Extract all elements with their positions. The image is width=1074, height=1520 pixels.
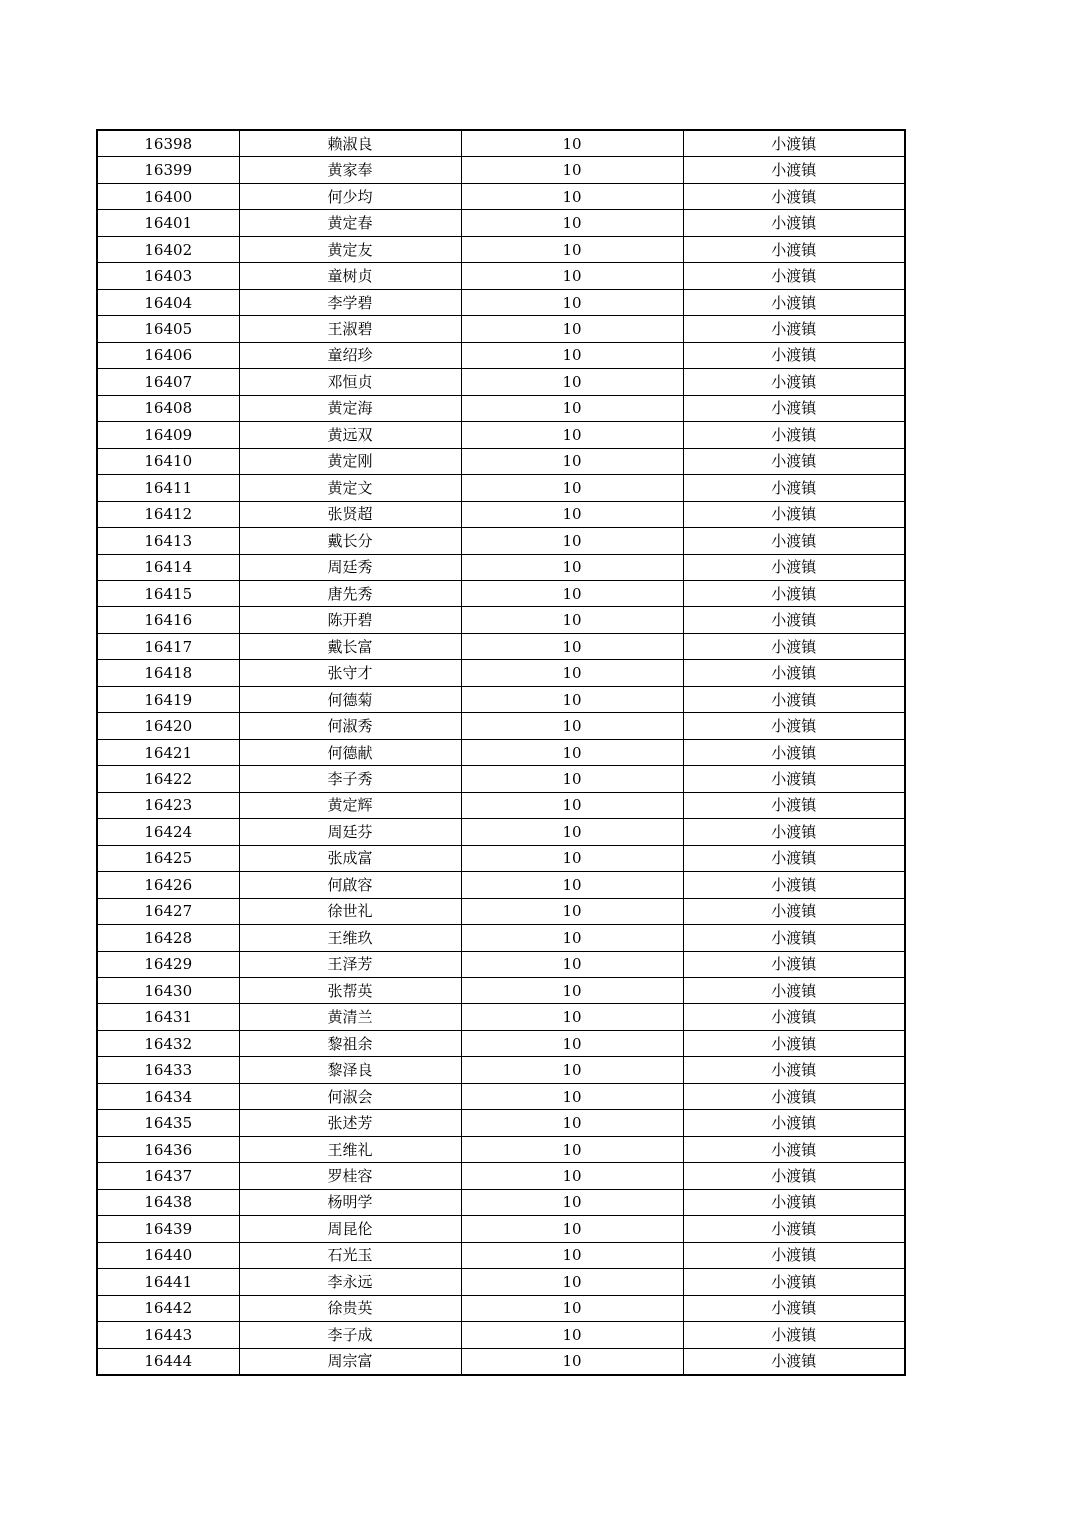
row-number-cell: 16423 bbox=[97, 792, 239, 818]
name-cell: 杨明学 bbox=[239, 1189, 461, 1215]
name-cell: 张成富 bbox=[239, 845, 461, 871]
table-row bbox=[97, 925, 905, 951]
amount-cell: 10 bbox=[461, 951, 683, 977]
amount-cell: 10 bbox=[461, 1136, 683, 1162]
table-row bbox=[97, 130, 905, 157]
row-number-cell: 16424 bbox=[97, 819, 239, 845]
town-cell: 小渡镇 bbox=[683, 157, 905, 183]
row-number-cell: 16440 bbox=[97, 1242, 239, 1268]
amount-cell: 10 bbox=[461, 1322, 683, 1348]
name-cell: 徐贵英 bbox=[239, 1295, 461, 1321]
name-cell: 童绍珍 bbox=[239, 342, 461, 368]
name-cell: 黄定春 bbox=[239, 210, 461, 236]
name-cell: 黄定辉 bbox=[239, 792, 461, 818]
table-row bbox=[97, 183, 905, 209]
table-row bbox=[97, 1030, 905, 1056]
row-number-cell: 16402 bbox=[97, 236, 239, 262]
table-row bbox=[97, 713, 905, 739]
name-cell: 黄远双 bbox=[239, 422, 461, 448]
row-number-cell: 16427 bbox=[97, 898, 239, 924]
table-row bbox=[97, 819, 905, 845]
town-cell: 小渡镇 bbox=[683, 475, 905, 501]
town-cell: 小渡镇 bbox=[683, 342, 905, 368]
town-cell: 小渡镇 bbox=[683, 898, 905, 924]
amount-cell: 10 bbox=[461, 1348, 683, 1375]
row-number-cell: 16411 bbox=[97, 475, 239, 501]
amount-cell: 10 bbox=[461, 157, 683, 183]
name-cell: 周廷秀 bbox=[239, 554, 461, 580]
table-row bbox=[97, 528, 905, 554]
table-row bbox=[97, 607, 905, 633]
town-cell: 小渡镇 bbox=[683, 1322, 905, 1348]
town-cell: 小渡镇 bbox=[683, 1269, 905, 1295]
name-cell: 李子成 bbox=[239, 1322, 461, 1348]
row-number-cell: 16426 bbox=[97, 872, 239, 898]
amount-cell: 10 bbox=[461, 1216, 683, 1242]
row-number-cell: 16425 bbox=[97, 845, 239, 871]
name-cell: 童树贞 bbox=[239, 263, 461, 289]
amount-cell: 10 bbox=[461, 475, 683, 501]
table-row bbox=[97, 766, 905, 792]
table-row bbox=[97, 739, 905, 765]
name-cell: 石光玉 bbox=[239, 1242, 461, 1268]
table-row bbox=[97, 660, 905, 686]
town-cell: 小渡镇 bbox=[683, 369, 905, 395]
table-row bbox=[97, 210, 905, 236]
amount-cell: 10 bbox=[461, 528, 683, 554]
table-body bbox=[97, 130, 905, 1375]
name-cell: 何德献 bbox=[239, 739, 461, 765]
row-number-cell: 16406 bbox=[97, 342, 239, 368]
town-cell: 小渡镇 bbox=[683, 686, 905, 712]
name-cell: 王泽芳 bbox=[239, 951, 461, 977]
table-row bbox=[97, 1216, 905, 1242]
name-cell: 王淑碧 bbox=[239, 316, 461, 342]
row-number-cell: 16415 bbox=[97, 580, 239, 606]
table-row bbox=[97, 633, 905, 659]
amount-cell: 10 bbox=[461, 395, 683, 421]
amount-cell: 10 bbox=[461, 1083, 683, 1109]
name-cell: 陈开碧 bbox=[239, 607, 461, 633]
name-cell: 张述芳 bbox=[239, 1110, 461, 1136]
amount-cell: 10 bbox=[461, 501, 683, 527]
row-number-cell: 16433 bbox=[97, 1057, 239, 1083]
name-cell: 黄清兰 bbox=[239, 1004, 461, 1030]
town-cell: 小渡镇 bbox=[683, 1004, 905, 1030]
row-number-cell: 16408 bbox=[97, 395, 239, 421]
data-table bbox=[96, 129, 906, 1376]
amount-cell: 10 bbox=[461, 448, 683, 474]
row-number-cell: 16399 bbox=[97, 157, 239, 183]
row-number-cell: 16434 bbox=[97, 1083, 239, 1109]
amount-cell: 10 bbox=[461, 316, 683, 342]
name-cell: 王维玖 bbox=[239, 925, 461, 951]
row-number-cell: 16409 bbox=[97, 422, 239, 448]
name-cell: 赖淑良 bbox=[239, 130, 461, 157]
row-number-cell: 16407 bbox=[97, 369, 239, 395]
row-number-cell: 16401 bbox=[97, 210, 239, 236]
table-row bbox=[97, 1110, 905, 1136]
town-cell: 小渡镇 bbox=[683, 210, 905, 236]
row-number-cell: 16439 bbox=[97, 1216, 239, 1242]
table-row bbox=[97, 1348, 905, 1375]
name-cell: 邓恒贞 bbox=[239, 369, 461, 395]
row-number-cell: 16404 bbox=[97, 289, 239, 315]
name-cell: 何淑会 bbox=[239, 1083, 461, 1109]
amount-cell: 10 bbox=[461, 633, 683, 659]
amount-cell: 10 bbox=[461, 686, 683, 712]
row-number-cell: 16437 bbox=[97, 1163, 239, 1189]
amount-cell: 10 bbox=[461, 1189, 683, 1215]
town-cell: 小渡镇 bbox=[683, 766, 905, 792]
row-number-cell: 16429 bbox=[97, 951, 239, 977]
table-row bbox=[97, 951, 905, 977]
row-number-cell: 16431 bbox=[97, 1004, 239, 1030]
table-row bbox=[97, 236, 905, 262]
town-cell: 小渡镇 bbox=[683, 528, 905, 554]
table-row bbox=[97, 1269, 905, 1295]
town-cell: 小渡镇 bbox=[683, 633, 905, 659]
name-cell: 罗桂容 bbox=[239, 1163, 461, 1189]
town-cell: 小渡镇 bbox=[683, 183, 905, 209]
town-cell: 小渡镇 bbox=[683, 1110, 905, 1136]
town-cell: 小渡镇 bbox=[683, 1242, 905, 1268]
row-number-cell: 16428 bbox=[97, 925, 239, 951]
town-cell: 小渡镇 bbox=[683, 1189, 905, 1215]
amount-cell: 10 bbox=[461, 236, 683, 262]
table-row bbox=[97, 422, 905, 448]
row-number-cell: 16417 bbox=[97, 633, 239, 659]
amount-cell: 10 bbox=[461, 607, 683, 633]
name-cell: 黄定文 bbox=[239, 475, 461, 501]
amount-cell: 10 bbox=[461, 660, 683, 686]
name-cell: 徐世礼 bbox=[239, 898, 461, 924]
town-cell: 小渡镇 bbox=[683, 395, 905, 421]
table-row bbox=[97, 978, 905, 1004]
table-row bbox=[97, 342, 905, 368]
town-cell: 小渡镇 bbox=[683, 1163, 905, 1189]
amount-cell: 10 bbox=[461, 1295, 683, 1321]
town-cell: 小渡镇 bbox=[683, 1083, 905, 1109]
table-row bbox=[97, 1189, 905, 1215]
amount-cell: 10 bbox=[461, 845, 683, 871]
row-number-cell: 16403 bbox=[97, 263, 239, 289]
table-row bbox=[97, 1057, 905, 1083]
name-cell: 黄定友 bbox=[239, 236, 461, 262]
name-cell: 黄定海 bbox=[239, 395, 461, 421]
row-number-cell: 16400 bbox=[97, 183, 239, 209]
row-number-cell: 16432 bbox=[97, 1030, 239, 1056]
name-cell: 王维礼 bbox=[239, 1136, 461, 1162]
name-cell: 李永远 bbox=[239, 1269, 461, 1295]
amount-cell: 10 bbox=[461, 1269, 683, 1295]
table-row bbox=[97, 475, 905, 501]
table-row bbox=[97, 395, 905, 421]
town-cell: 小渡镇 bbox=[683, 1216, 905, 1242]
town-cell: 小渡镇 bbox=[683, 845, 905, 871]
town-cell: 小渡镇 bbox=[683, 1057, 905, 1083]
name-cell: 何淑秀 bbox=[239, 713, 461, 739]
town-cell: 小渡镇 bbox=[683, 1348, 905, 1375]
amount-cell: 10 bbox=[461, 422, 683, 448]
amount-cell: 10 bbox=[461, 792, 683, 818]
name-cell: 黎祖余 bbox=[239, 1030, 461, 1056]
town-cell: 小渡镇 bbox=[683, 925, 905, 951]
amount-cell: 10 bbox=[461, 1163, 683, 1189]
row-number-cell: 16412 bbox=[97, 501, 239, 527]
name-cell: 何少均 bbox=[239, 183, 461, 209]
town-cell: 小渡镇 bbox=[683, 501, 905, 527]
town-cell: 小渡镇 bbox=[683, 660, 905, 686]
table-row bbox=[97, 289, 905, 315]
table-row bbox=[97, 898, 905, 924]
name-cell: 李子秀 bbox=[239, 766, 461, 792]
town-cell: 小渡镇 bbox=[683, 1295, 905, 1321]
table-row bbox=[97, 1004, 905, 1030]
amount-cell: 10 bbox=[461, 1004, 683, 1030]
town-cell: 小渡镇 bbox=[683, 1136, 905, 1162]
name-cell: 周昆伦 bbox=[239, 1216, 461, 1242]
row-number-cell: 16438 bbox=[97, 1189, 239, 1215]
row-number-cell: 16414 bbox=[97, 554, 239, 580]
amount-cell: 10 bbox=[461, 183, 683, 209]
town-cell: 小渡镇 bbox=[683, 978, 905, 1004]
table-row bbox=[97, 263, 905, 289]
amount-cell: 10 bbox=[461, 289, 683, 315]
table-row bbox=[97, 554, 905, 580]
name-cell: 黄定刚 bbox=[239, 448, 461, 474]
name-cell: 黄家奉 bbox=[239, 157, 461, 183]
amount-cell: 10 bbox=[461, 739, 683, 765]
amount-cell: 10 bbox=[461, 554, 683, 580]
table-row bbox=[97, 1242, 905, 1268]
town-cell: 小渡镇 bbox=[683, 448, 905, 474]
name-cell: 张贤超 bbox=[239, 501, 461, 527]
amount-cell: 10 bbox=[461, 872, 683, 898]
name-cell: 何啟容 bbox=[239, 872, 461, 898]
table-row bbox=[97, 448, 905, 474]
row-number-cell: 16420 bbox=[97, 713, 239, 739]
name-cell: 戴长富 bbox=[239, 633, 461, 659]
row-number-cell: 16418 bbox=[97, 660, 239, 686]
row-number-cell: 16398 bbox=[97, 130, 239, 157]
table-row bbox=[97, 369, 905, 395]
row-number-cell: 16430 bbox=[97, 978, 239, 1004]
amount-cell: 10 bbox=[461, 819, 683, 845]
town-cell: 小渡镇 bbox=[683, 422, 905, 448]
row-number-cell: 16416 bbox=[97, 607, 239, 633]
row-number-cell: 16441 bbox=[97, 1269, 239, 1295]
town-cell: 小渡镇 bbox=[683, 713, 905, 739]
amount-cell: 10 bbox=[461, 263, 683, 289]
town-cell: 小渡镇 bbox=[683, 289, 905, 315]
town-cell: 小渡镇 bbox=[683, 130, 905, 157]
amount-cell: 10 bbox=[461, 369, 683, 395]
town-cell: 小渡镇 bbox=[683, 607, 905, 633]
town-cell: 小渡镇 bbox=[683, 951, 905, 977]
name-cell: 戴长分 bbox=[239, 528, 461, 554]
row-number-cell: 16443 bbox=[97, 1322, 239, 1348]
town-cell: 小渡镇 bbox=[683, 872, 905, 898]
amount-cell: 10 bbox=[461, 925, 683, 951]
table-row bbox=[97, 1083, 905, 1109]
town-cell: 小渡镇 bbox=[683, 316, 905, 342]
amount-cell: 10 bbox=[461, 898, 683, 924]
table-row bbox=[97, 1163, 905, 1189]
row-number-cell: 16405 bbox=[97, 316, 239, 342]
town-cell: 小渡镇 bbox=[683, 580, 905, 606]
table-row bbox=[97, 316, 905, 342]
table-row bbox=[97, 580, 905, 606]
amount-cell: 10 bbox=[461, 210, 683, 236]
name-cell: 唐先秀 bbox=[239, 580, 461, 606]
table-row bbox=[97, 1295, 905, 1321]
name-cell: 何德菊 bbox=[239, 686, 461, 712]
amount-cell: 10 bbox=[461, 130, 683, 157]
town-cell: 小渡镇 bbox=[683, 1030, 905, 1056]
amount-cell: 10 bbox=[461, 766, 683, 792]
table-row bbox=[97, 845, 905, 871]
table-row bbox=[97, 1322, 905, 1348]
row-number-cell: 16410 bbox=[97, 448, 239, 474]
table-row bbox=[97, 686, 905, 712]
name-cell: 周宗富 bbox=[239, 1348, 461, 1375]
table-row bbox=[97, 1136, 905, 1162]
amount-cell: 10 bbox=[461, 713, 683, 739]
amount-cell: 10 bbox=[461, 1242, 683, 1268]
amount-cell: 10 bbox=[461, 1057, 683, 1083]
town-cell: 小渡镇 bbox=[683, 819, 905, 845]
amount-cell: 10 bbox=[461, 1110, 683, 1136]
row-number-cell: 16435 bbox=[97, 1110, 239, 1136]
row-number-cell: 16422 bbox=[97, 766, 239, 792]
row-number-cell: 16442 bbox=[97, 1295, 239, 1321]
table-row bbox=[97, 157, 905, 183]
name-cell: 张帮英 bbox=[239, 978, 461, 1004]
row-number-cell: 16419 bbox=[97, 686, 239, 712]
town-cell: 小渡镇 bbox=[683, 792, 905, 818]
table-row bbox=[97, 501, 905, 527]
name-cell: 黎泽良 bbox=[239, 1057, 461, 1083]
table-row bbox=[97, 872, 905, 898]
town-cell: 小渡镇 bbox=[683, 236, 905, 262]
row-number-cell: 16436 bbox=[97, 1136, 239, 1162]
row-number-cell: 16413 bbox=[97, 528, 239, 554]
amount-cell: 10 bbox=[461, 580, 683, 606]
row-number-cell: 16444 bbox=[97, 1348, 239, 1375]
name-cell: 张守才 bbox=[239, 660, 461, 686]
row-number-cell: 16421 bbox=[97, 739, 239, 765]
town-cell: 小渡镇 bbox=[683, 554, 905, 580]
amount-cell: 10 bbox=[461, 978, 683, 1004]
table-row bbox=[97, 792, 905, 818]
name-cell: 周廷芬 bbox=[239, 819, 461, 845]
town-cell: 小渡镇 bbox=[683, 739, 905, 765]
name-cell: 李学碧 bbox=[239, 289, 461, 315]
amount-cell: 10 bbox=[461, 1030, 683, 1056]
town-cell: 小渡镇 bbox=[683, 263, 905, 289]
amount-cell: 10 bbox=[461, 342, 683, 368]
